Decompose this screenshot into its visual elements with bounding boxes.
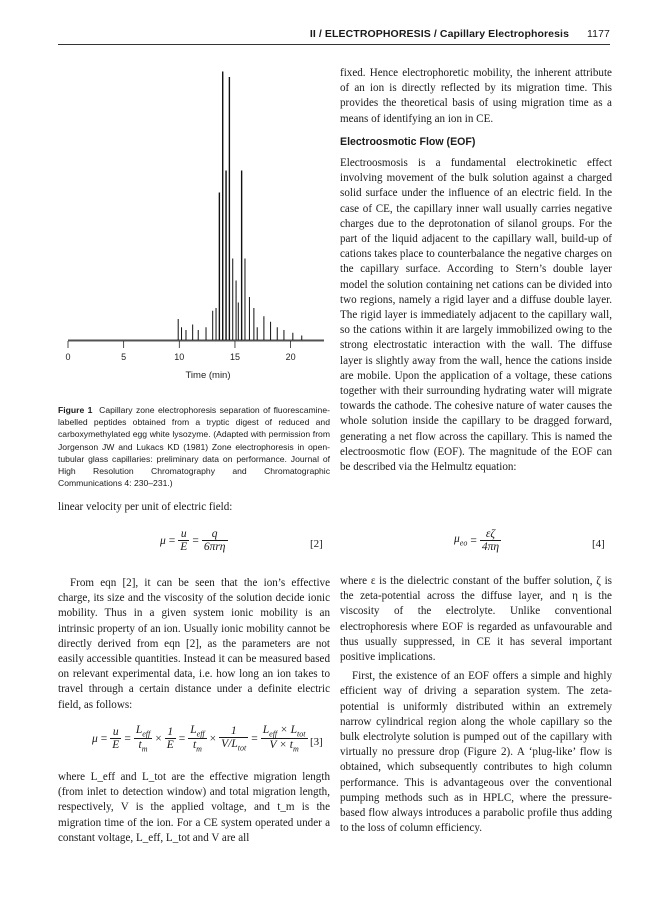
paragraph-eof-advantages: First, the existence of an EOF offers a simple and highly efficient way of driving a separation system. The zeta-potential is uniformly distributed within an extremely narrow cylindrical region along the whole capillary so the bulk electrolyte solution is pumped out of the capillary with virtually no pressure drop (Figure 2). A ‘plug-like’ flow is obtained, which subsequently contributes to high column performance. This is advantageous over the conventional pumping methods such as in HPLC, where the pressure-based flow always introduces a parabolic profile thus adding to the loss of column efficiency. bbox=[340, 670, 612, 835]
equation-3: μ = $\frac{u}{E}$ = $\frac{L_{eff}}{t_m}$ × $\frac{1}{E}$ = $\frac{L_{eff}}{t_m}$ × $\frac{1}{V/L_{tot}}$ = $\frac{L_{eff} \times L_{tot}}{V \times t_m}$ bbox=[92, 724, 306, 754]
paragraph-linear-velocity: linear velocity per unit of electric field: bbox=[58, 501, 233, 513]
paragraph-electroosmosis: Electroosmosis is a fundamental electrokinetic effect involving movement of the bulk solution against a charged solid surface under the influence of an electric field. In the case of CE, the capillary inner wall usually carries negative charges due to the deprotonation of silanol groups. For the part of the liquid adjacent to the capillary wall, build-up of cations takes place to counterbalance the negative charges on the capillary surface. According to Stern’s double layer model the solution containing net cations can be divided into two regions, namely a rigid layer and a diffuse double layer. The rigid layer is immediately adjacent to the capillary wall, so the cations within it are largely immobilized owing to the strong electrostatic interaction with the wall. The diffuse layer is slightly away from the wall, hence the cations inside are mobile. Upon the application of a voltage, these cations together with their surrounding hydrating water will migrate towards the cathode. The cohesive nature of water causes the whole solution inside the capillary to be dragged forward, generating a net flow across the capillary. This is named the electroosmotic flow (EOF). The magnitude of the EOF can be described via the Helmultz equation: bbox=[340, 157, 612, 474]
equation-4: $\mu_{eo}$ = $\frac{\varepsilon\zeta}{4\pi\eta}$ bbox=[454, 528, 500, 553]
page-number: 1177 bbox=[587, 28, 610, 40]
left-column-intro bbox=[58, 500, 330, 519]
paragraph-ionic-mobility: From eqn [2], it can be seen that the ion’s effective charge, its size and the viscosity of the solution decide ionic mobility. Thus in a given system ionic mobility is an intrinsic property of an ion. Usually ionic mobility cannot be directly derived from eqn [2], as the parameters are not easily accessible quantities. Instead it can be measured based on relevant experimental data, i.e. how long an ion takes to travel through a certain distance under a definite electric field, as follows: bbox=[58, 577, 330, 711]
x-axis-label: Time (min) bbox=[185, 370, 231, 381]
right-column-lower bbox=[340, 574, 612, 840]
x-tick-label: 5 bbox=[121, 352, 127, 362]
equation-2: μ = $\frac{u}{E}$ = $\frac{q}{\text{6πrη}}$ bbox=[160, 528, 226, 553]
x-tick-label: 10 bbox=[174, 352, 185, 362]
paragraph-dielectric: where ε is the dielectric constant of the buffer solution, ζ is the zeta-potential across the diffuse layer, and η is the viscosity of the electrolyte. Unlike conventional electrophoresis where EOF is regarded as unfavourable and thus usually suppressed, in CE it has several important positive implications. bbox=[340, 575, 612, 664]
x-tick-label: 0 bbox=[65, 352, 71, 362]
left-column-body bbox=[58, 576, 330, 717]
paragraph-migration-length: where L_eff and L_tot are the effective migration length (from inlet to detection window) and total migration length, respectively, V is the applied voltage, and t_m is the migration time of the ion. For a CE system operated under a constant voltage, L_eff, L_tot and V are all bbox=[58, 771, 330, 844]
caption-label: Figure 1 bbox=[58, 405, 93, 415]
electropherogram-svg bbox=[58, 56, 330, 386]
figure-1-chart bbox=[58, 56, 330, 386]
right-column bbox=[340, 66, 612, 479]
equation-4-number: [4] bbox=[592, 538, 605, 550]
figure-1-caption bbox=[58, 404, 330, 489]
section-title-eof: Electroosmotic Flow (EOF) bbox=[340, 135, 476, 148]
equation-3-number: [3] bbox=[310, 736, 323, 748]
caption-text: Capillary zone electrophoresis separation of fluorescamine-labelled peptides obtained from a tryptic digest of reduced and carboxymethylated egg white lysozyme. (Adapted with permission from Jorgenson JW and Lukacs KD (1981) Zone electrophoresis in open-tubular glass capillaries: preliminary data on performance. Journal of High Resolution Chromatography and Chromatographic Communications 4: 230–231.) bbox=[58, 405, 330, 489]
paragraph-migration-time: fixed. Hence electrophoretic mobility, the inherent attribute of an ion is directly reflected by its migration time. This provides the theoretical basis of using migration time as a means of identifying an ion in CE. bbox=[340, 67, 612, 125]
x-tick-label: 20 bbox=[285, 352, 296, 362]
left-column-tail bbox=[58, 770, 330, 850]
equation-2-number: [2] bbox=[310, 538, 323, 550]
header-title: II / ELECTROPHORESIS / Capillary Electrophoresis bbox=[309, 28, 570, 40]
header-rule bbox=[58, 44, 610, 45]
x-tick-label: 15 bbox=[229, 352, 240, 362]
running-header bbox=[310, 28, 610, 40]
